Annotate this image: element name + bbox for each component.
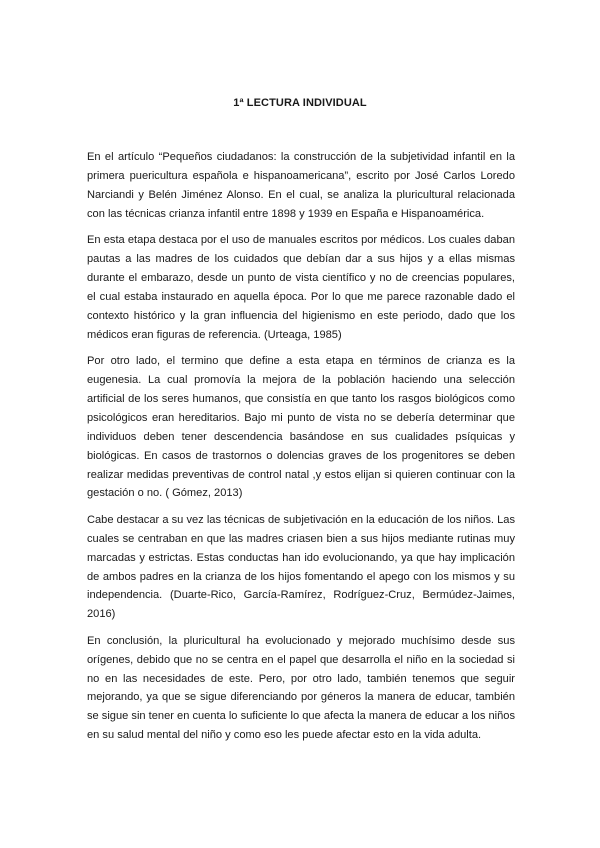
- paragraph-subjectivation: Cabe destacar a su vez las técnicas de subjetivación en la educación de los niños. Las cuales se centraban en que las madres criasen bien a sus hijos mediante rutinas muy marcadas y estrictas. Estas conductas han ido evolucionando, ya que hay implicación de ambos padres en la crianza de los hijos fomentando el apego con los mismos y su independencia. (Duarte-Rico, García-Ramírez, Rodríguez-Cruz, Bermúdez-Jaimes, 2016): [87, 513, 515, 621]
- paragraph-eugenics: Por otro lado, el termino que define a esta etapa en términos de crianza es la eugenesia. La cual promovía la mejora de la población haciendo una selección artificial de los seres humanos, que consistía en que tanto los rasgos biológicos como psicológicos eran hereditarios. Bajo mi punto de vista no se debería determinar que individuos deben tener descendencia basándose en sus cualidades psíquicas y biológicas. En casos de trastornos o dolencias graves de los progenitores se deben realizar medidas preventivas de control natal ,y estos elijan si quieren continuar con la gestación o no. ( Gómez, 2013): [87, 355, 515, 500]
- paragraph-medical-manuals: En esta etapa destaca por el uso de manuales escritos por médicos. Los cuales daban pautas a las madres de los cuidados que debían dar a sus hijos y a ellas mismas durante el embarazo, desde un punto de vista científico y no de creencias populares, el cual estaba instaurado en aquella época. Por lo que me parece razonable dado el contexto histórico y la gran influencia del higienismo en este periodo, dado que los médicos eran figuras de referencia. (Urteaga, 1985): [87, 234, 515, 341]
- document-body: [87, 148, 515, 753]
- paragraph-conclusion: En conclusión, la pluricultural ha evolucionado y mejorado muchísimo desde sus orígenes, debido que no se centra en el papel que desarrolla el niño en la sociedad si no en las necesidades de este. Pero, por otro lado, también tenemos que seguir mejorando, ya que se sigue diferenciando por géneros la manera de educar, también se sigue sin tener en cuenta lo suficiente lo que afecta la manera de educar a los niños en su salud mental del niño y como eso les puede afectar esto en la vida adulta.: [87, 634, 515, 742]
- paragraph-introduction: En el artículo “Pequeños ciudadanos: la construcción de la subjetividad infantil en la primera puericultura española e hispanoamericana”, escrito por José Carlos Loredo Narciandi y Belén Jiménez Alonso. En el cual, se analiza la pluricultural relacionada con las técnicas crianza infantil entre 1898 y 1939 en España e Hispanoamérica.: [87, 151, 515, 220]
- page-title: 1ª LECTURA INDIVIDUAL: [233, 97, 367, 109]
